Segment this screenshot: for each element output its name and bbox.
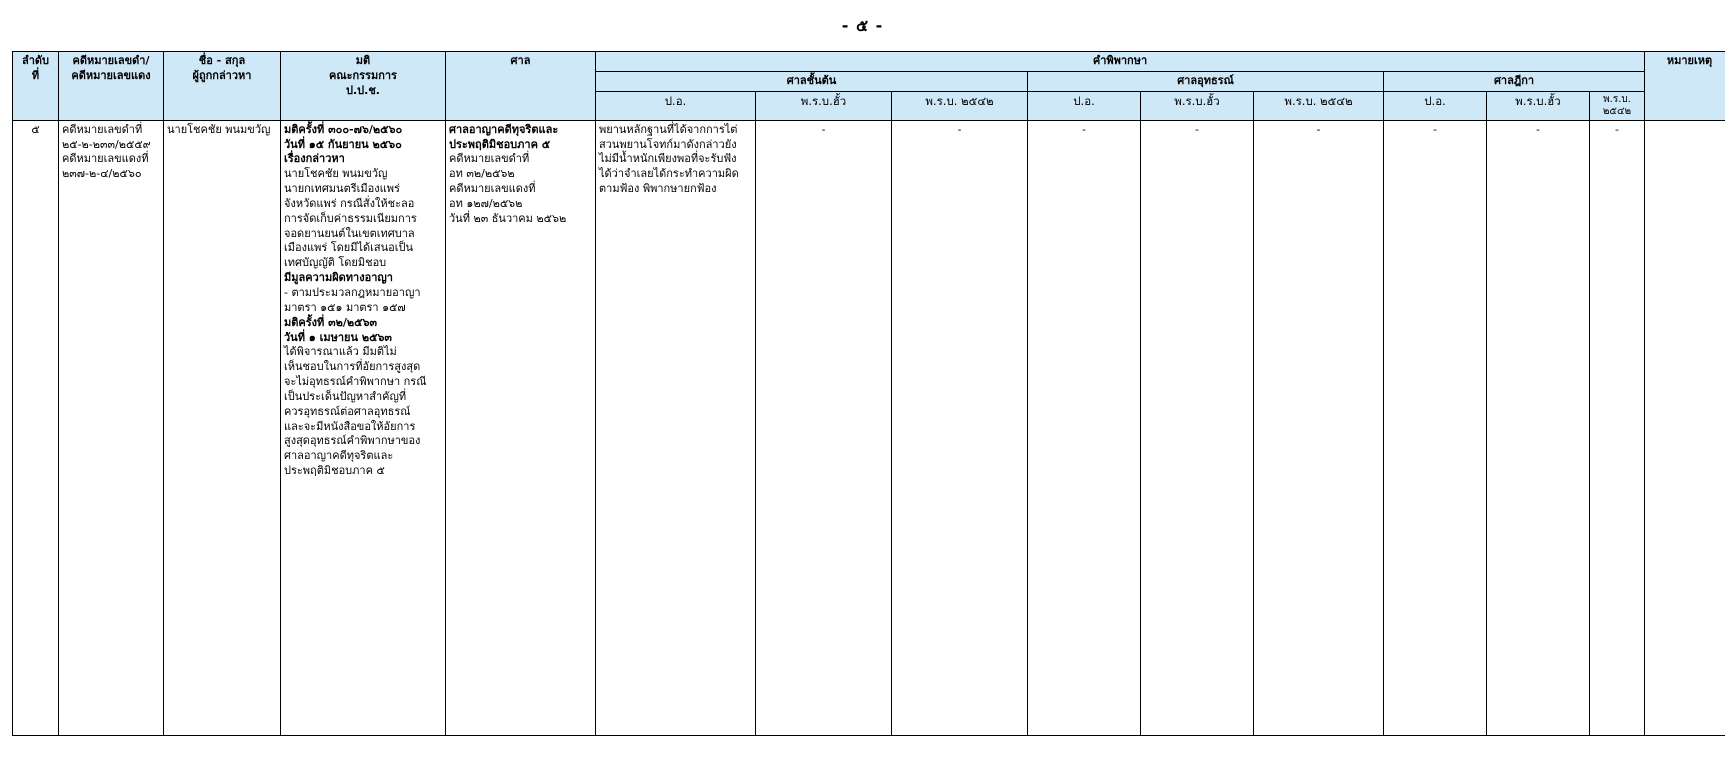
cell-case-number (59, 120, 164, 735)
header-verdict: คำพิพากษา (596, 52, 1645, 72)
header-name-line1: ชื่อ - สกุล (198, 54, 246, 67)
header-court-appeal: ศาลอุทธรณ์ (1028, 71, 1384, 91)
court-line: วันที่ ๒๓ ธันวาคม ๒๕๖๒ (449, 211, 567, 225)
header-supreme-prb-2542-line2: ๒๕๔๒ (1602, 105, 1632, 117)
resolution-line: และจะมีหนังสือขอให้อัยการ (284, 419, 416, 433)
resolution-line: วันที่ ๑๕ กันยายน ๒๕๖๐ (284, 137, 402, 151)
page-number: - ๕ - (841, 16, 884, 35)
header-resolution-line1: มติ (355, 54, 371, 67)
cell-resolution (281, 120, 446, 735)
resolution-line: ควรอุทธรณ์ต่อศาลอุทธรณ์ (284, 404, 411, 418)
court-line: อท ๓๒/๒๕๖๒ (449, 167, 515, 181)
cell-remark (1645, 120, 1725, 735)
resolution-line: จอดยานยนต์ในเขตเทศบาล (284, 226, 415, 240)
resolution-line: เห็นชอบในการที่อัยการสูงสุด (284, 360, 421, 374)
resolution-line: ศาลอาญาคดีทุจริตและ (284, 449, 394, 463)
resolution-line: วันที่ ๑ เมษายน ๒๕๖๓ (284, 330, 392, 344)
header-case-number-line1: คดีหมายเลขดำ/ (72, 54, 150, 67)
resolution-line: สูงสุดอุทธรณ์คำพิพากษาของ (284, 434, 421, 448)
header-resolution (281, 52, 446, 121)
header-supreme-prb-hua: พ.ร.บ.ฮั้ว (1487, 91, 1590, 120)
resolution-line: มติครั้งที่ ๓๒/๒๕๖๓ (284, 315, 377, 329)
header-supreme-po: ป.อ. (1384, 91, 1487, 120)
resolution-line: ได้พิจารณาแล้ว มีมติไม่ (284, 345, 397, 359)
header-court-supreme: ศาลฎีกา (1384, 71, 1645, 91)
header-order (13, 52, 59, 121)
resolution-line: เทศบัญญัติ โดยมิชอบ (284, 256, 387, 270)
court-line: คดีหมายเลขดำที่ (449, 152, 530, 166)
header-court: ศาล (446, 52, 596, 121)
cell-verdict-supreme-po: - (1384, 120, 1487, 735)
header-name-line2: ผู้ถูกกล่าวหา (192, 68, 252, 82)
court-line: อท ๑๒๗/๒๕๖๒ (449, 196, 523, 210)
resolution-line: มาตรา ๑๕๑ มาตรา ๑๕๗ (284, 300, 406, 314)
header-appeal-po: ป.อ. (1028, 91, 1141, 120)
verdict-line: ไม่มีน้ำหนักเพียงพอที่จะรับฟัง (599, 152, 737, 166)
cell-verdict-supreme-prb-hua: - (1487, 120, 1590, 735)
header-order-line2: ที่ (31, 68, 40, 82)
cell-verdict-first-po (596, 120, 756, 735)
cell-verdict-appeal-prb-2542: - (1254, 120, 1384, 735)
case-table (12, 51, 1725, 736)
verdict-line: ได้ว่าจำเลยได้กระทำความผิด (599, 167, 739, 181)
header-resolution-line3: ป.ป.ช. (346, 83, 380, 97)
header-first-prb-2542: พ.ร.บ. ๒๕๔๒ (892, 91, 1028, 120)
cell-verdict-appeal-prb-hua: - (1141, 120, 1254, 735)
verdict-line: ตามฟ้อง พิพากษายกฟ้อง (599, 182, 717, 196)
header-appeal-prb-hua: พ.ร.บ.ฮั้ว (1141, 91, 1254, 120)
resolution-line: เป็นประเด็นปัญหาสำคัญที่ (284, 389, 407, 403)
header-first-prb-hua: พ.ร.บ.ฮั้ว (756, 91, 892, 120)
resolution-line: นายกเทศมนตรีเมืองแพร่ (284, 182, 400, 196)
resolution-line: จะไม่อุทธรณ์คำพิพากษา กรณี (284, 375, 427, 389)
cell-verdict-first-prb-hua: - (756, 120, 892, 735)
case-number-line: คดีหมายเลขแดงที่ (62, 152, 149, 166)
resolution-line: เมืองแพร่ โดยมีได้เสนอเป็น (284, 241, 414, 255)
cell-verdict-supreme-prb-2542: - (1590, 120, 1645, 735)
header-case-number-line2: คดีหมายเลขแดง (71, 68, 151, 82)
case-number-line: คดีหมายเลขดำที่ (62, 122, 143, 136)
case-number-line: ๒๕-๒-๒๓๓/๒๕๕๙ (62, 137, 151, 151)
resolution-line: เรื่องกล่าวหา (284, 152, 345, 166)
header-first-po: ป.อ. (596, 91, 756, 120)
resolution-line: จังหวัดแพร่ กรณีสั่งให้ชะลอ (284, 196, 415, 210)
resolution-line: มีมูลความผิดทางอาญา (284, 271, 393, 285)
resolution-line: มติครั้งที่ ๓๐๐-๗๖/๒๕๖๐ (284, 122, 403, 136)
cell-verdict-first-prb-2542: - (892, 120, 1028, 735)
verdict-line: พยานหลักฐานที่ได้จากการไต่ (599, 122, 738, 136)
cell-order: ๕ (13, 120, 59, 735)
header-resolution-line2: คณะกรรมการ (329, 68, 397, 82)
resolution-line: ประพฤติมิชอบภาค ๕ (284, 464, 385, 478)
court-line: ประพฤติมิชอบภาค ๕ (449, 137, 551, 151)
header-court-first: ศาลชั้นต้น (596, 71, 1028, 91)
resolution-line: การจัดเก็บค่าธรรมเนียมการ (284, 211, 417, 225)
case-number-line: ๒๓๗-๒-๔/๒๕๖๐ (62, 167, 142, 181)
header-case-number (59, 52, 164, 121)
header-appeal-prb-2542: พ.ร.บ. ๒๕๔๒ (1254, 91, 1384, 120)
header-supreme-prb-2542 (1590, 91, 1645, 120)
verdict-line: สวนพยานโจทก์มาดังกล่าวยัง (599, 137, 737, 151)
court-line: คดีหมายเลขแดงที่ (449, 182, 536, 196)
header-remark: หมายเหตุ (1645, 52, 1725, 121)
cell-verdict-appeal-po: - (1028, 120, 1141, 735)
header-name (164, 52, 281, 121)
header-supreme-prb-2542-line1: พ.ร.บ. (1603, 93, 1631, 105)
table-row (13, 120, 1725, 735)
court-line: ศาลอาญาคดีทุจริตและ (449, 122, 559, 136)
resolution-line: นายโชคชัย พนมขวัญ (284, 167, 388, 181)
header-order-line1: ลำดับ (21, 54, 50, 67)
cell-accused-name: นายโชคชัย พนมขวัญ (164, 120, 281, 735)
cell-court (446, 120, 596, 735)
resolution-line: - ตามประมวลกฎหมายอาญา (284, 285, 421, 299)
table-header-row-1 (13, 52, 1725, 72)
